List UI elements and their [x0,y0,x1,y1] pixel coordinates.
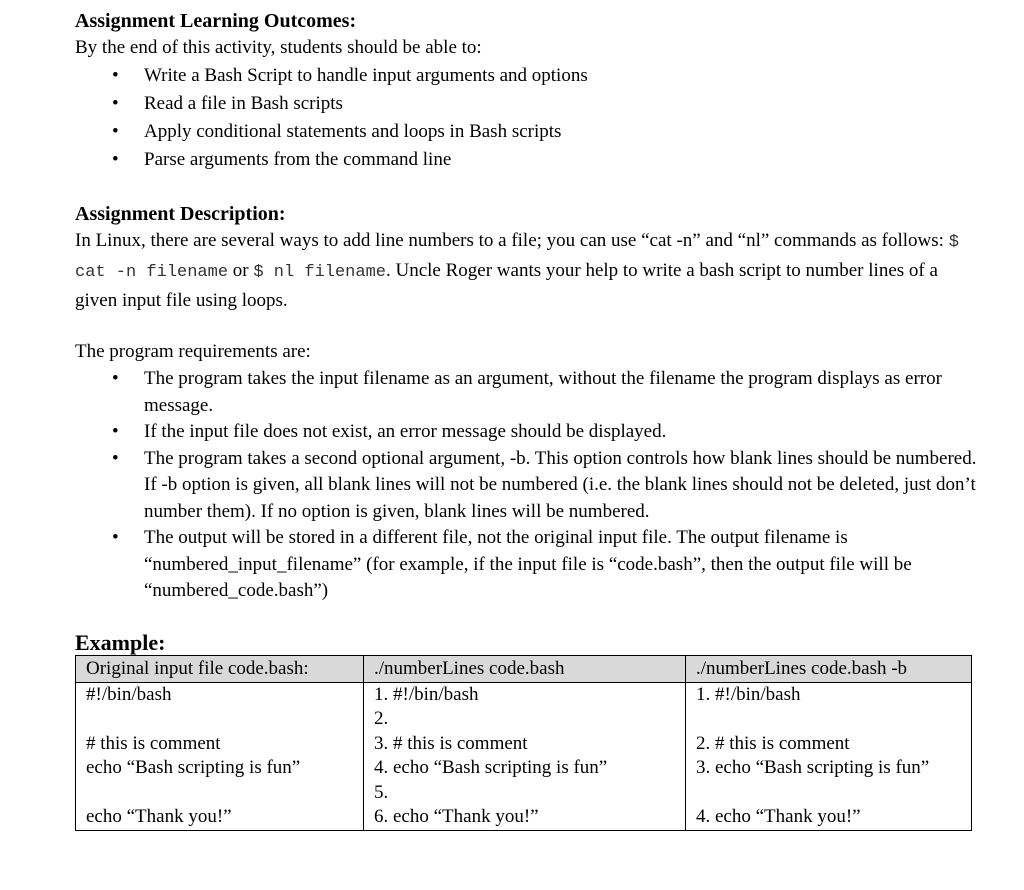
code-line: # this is comment [86,732,221,754]
list-item: • The output will be stored in a different file, not the original input file. The output filename is “numbered_input_filename” (for example, if the input file is “code.bash”, then the output file will be “numbered_code.bash”) [75,525,980,605]
description-text-b: . Uncle Roger wants your help to write a bash script to number lines of a given input file using loops. [75,260,938,311]
code-line: 1. #!/bin/bash [374,683,479,705]
code-line: 6. echo “Thank you!” [374,806,539,827]
code-line [86,707,363,732]
list-item: • Apply conditional statements and loops in Bash scripts [75,118,980,146]
example-title: Example: [75,629,166,655]
outcomes-heading: Assignment Learning Outcomes: [75,10,357,32]
code-line: 3. echo “Bash scripting is fun” [696,757,930,778]
code-line: #!/bin/bash [86,683,172,705]
table-header: ./numberLines code.bash [364,655,686,682]
numbered-output-cell [364,682,686,830]
description-or: or [228,260,254,281]
code-line [86,781,363,806]
code-line: 2. [374,708,389,729]
list-item: • Parse arguments from the command line [75,146,980,174]
table-header: ./numberLines code.bash -b [686,655,972,682]
code-line [696,707,971,732]
code-line: 4. echo “Bash scripting is fun” [374,757,608,778]
list-item: • The program takes a second optional argument, -b. This option controls how blank lines should be numbered. If -b option is given, all blank lines will not be numbered (i.e. the blank lines should not be deleted, just don’t number them). If no option is given, blank lines will be numbered. [75,446,980,526]
list-item: • Read a file in Bash scripts [75,90,980,118]
list-item: • The program takes the input filename as an argument, without the filename the program displays as error message. [75,366,980,419]
description-text-a: In Linux, there are several ways to add line numbers to a file; you can use “cat -n” and “nl” commands as follows: [75,230,949,251]
requirements-intro: The program requirements are: [75,341,311,362]
code-line: 2. # this is comment [696,732,850,754]
original-file-cell [76,682,364,830]
table-header: Original input file code.bash: [76,655,364,682]
example-table [75,655,972,831]
table-row [76,682,972,830]
code-line: 5. [374,781,389,803]
table-header-row [76,655,972,682]
cat-command: $ cat -n filename [75,233,959,282]
code-line [696,781,971,806]
document [75,8,980,831]
code-line: echo “Thank you!” [86,806,232,827]
list-item: • Write a Bash Script to handle input arguments and options [75,62,980,90]
numbered-b-output-cell [686,682,972,830]
requirements-list [75,366,980,605]
nl-command: $ nl filename [253,263,386,282]
code-line: echo “Bash scripting is fun” [86,757,301,778]
outcomes-intro: By the end of this activity, students should be able to: [75,37,482,58]
description-paragraph [75,227,980,315]
outcomes-list [75,62,980,174]
code-line: 3. # this is comment [374,732,528,754]
list-item: • If the input file does not exist, an error message should be displayed. [75,419,980,446]
description-heading: Assignment Description: [75,203,286,225]
code-line: 1. #!/bin/bash [696,683,801,705]
code-line: 4. echo “Thank you!” [696,806,861,827]
